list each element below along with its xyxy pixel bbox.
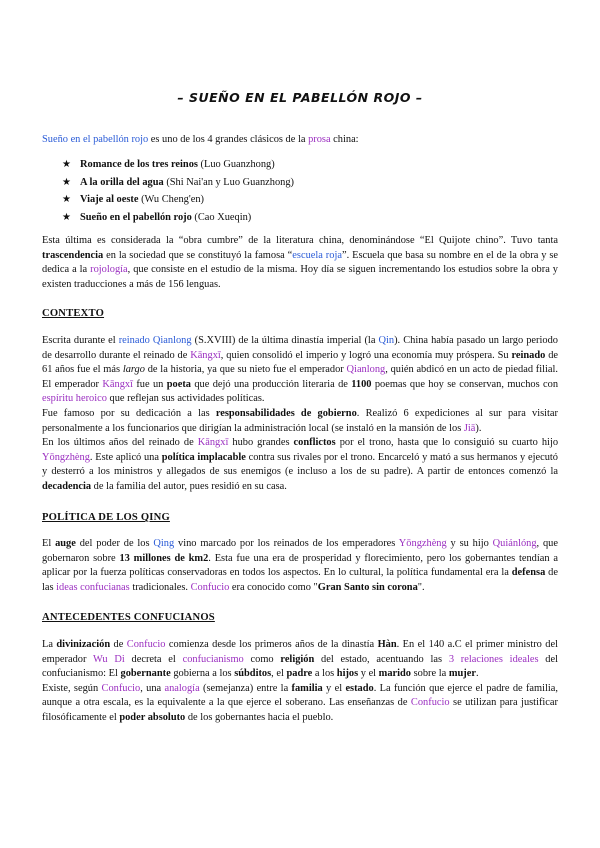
contexto-paragraph-1 — [42, 334, 558, 436]
text: del estado, acentuando las — [314, 653, 449, 665]
bold-text: Hàn — [377, 639, 397, 650]
text: tradicionales. — [129, 581, 191, 593]
text: ). China había pasado un largo periodo de desarrollo durante el reinado de — [42, 335, 558, 361]
text: era conocido como " — [229, 581, 318, 593]
bold-text: reinado — [511, 349, 546, 361]
text: a los — [312, 668, 337, 680]
page-title: – SUEÑO EN EL PABELLÓN ROJO – — [177, 90, 423, 105]
link-wu-di[interactable]: Wu Di — [93, 653, 125, 665]
text: (semejanza) entre la — [199, 682, 292, 694]
link-jia[interactable]: Jiā — [463, 422, 476, 434]
text: china: — [330, 134, 359, 145]
link-kangxi[interactable]: Kāngxī — [102, 378, 133, 390]
link-kangxi[interactable]: Kāngxī — [197, 437, 229, 448]
star-icon: ★ — [62, 194, 71, 206]
bold-text: gobernante — [120, 668, 171, 680]
text: contra sus rivales por el trono. Encarceló y mató a sus hermanos y ejecutó y desterró a los ministros y allegados de sus enemigos (e incluso a los de su padre). A partir de entonces comenzó la — [42, 451, 558, 478]
text: de la historia, ya que su nieto fue el emperador — [144, 364, 347, 376]
contexto-paragraph-3 — [42, 436, 558, 494]
bold-text: decadencia — [42, 480, 92, 492]
link-sueno[interactable]: Sueño en el pabellón rojo — [42, 134, 149, 145]
text: en la sociedad que se constituyó la famosa “ — [103, 249, 293, 261]
text: del confucianismo: El — [42, 653, 558, 680]
text: fue un — [132, 378, 167, 390]
heading-contexto: CONTEXTO — [42, 308, 105, 319]
text: , que consiste en el estudio de la misma. Hoy día se siguen incrementando los estudios sobre la obra y existen traducciones a más de 156 lenguas. — [42, 264, 558, 290]
bold-text: poeta — [166, 378, 191, 390]
text: ". — [417, 581, 425, 593]
link-analogia[interactable]: analogía — [164, 682, 200, 694]
text: . — [475, 668, 479, 680]
text: de — [110, 639, 127, 650]
text: comienza desde los primeros años de la dinastía — [165, 639, 378, 650]
bold-text: hijos — [336, 668, 359, 680]
link-qin[interactable]: Qin — [378, 335, 395, 346]
list-item — [62, 209, 294, 227]
bold-text: responsabilidades de gobierno — [215, 407, 357, 419]
text: El — [42, 538, 56, 549]
link-kangxi[interactable]: Kāngxī — [190, 349, 221, 361]
text: . Esta fue una era de prosperidad y florecimiento, pero los gobernantes tendían a aplicar por la fuerza políticas conservadoras en todos los aspectos. En lo cultural, la política fundamental era la — [42, 552, 558, 579]
text: , una — [140, 682, 165, 694]
bold-text: defensa — [511, 567, 546, 579]
text: gobierna a los — [170, 668, 235, 680]
bold-text: marido — [378, 668, 411, 680]
text: En los últimos años del reinado de — [42, 437, 198, 448]
text: y el — [322, 682, 346, 694]
text: es uno de los 4 grandes clásicos de la — [148, 134, 309, 145]
link-3-relaciones-ideales[interactable]: 3 relaciones ideales — [448, 653, 539, 665]
text: , quién abdicó en un acto de piedad filial. El emperador — [42, 364, 558, 390]
bold-text: trascendencia — [42, 249, 104, 261]
link-espiritu-heroico[interactable]: espíritu heroico — [42, 393, 107, 405]
text: , el — [271, 668, 287, 680]
text: por el trono, hasta que lo consiguió su cuarto hijo — [335, 437, 559, 448]
intro-paragraph — [42, 133, 558, 148]
link-rojologia[interactable]: rojología — [90, 264, 128, 276]
list-item — [62, 174, 294, 192]
text: . Realizó 6 expediciones al sur para visitar personalmente a los funcionarios que dirigían la administración local (se instaló en la mansión de los — [42, 407, 558, 434]
link-confucianismo[interactable]: confucianismo — [182, 653, 244, 665]
text: . Este aplicó una — [89, 451, 162, 463]
text: . En el 140 a.C el primer ministro del emperador — [42, 639, 559, 665]
link-prosa[interactable]: prosa — [308, 134, 331, 145]
text: poemas que hoy se conservan, muchos con — [371, 378, 559, 390]
bold-text: auge — [55, 538, 76, 549]
classic-title: Viaje al oeste — [80, 194, 139, 206]
classic-title: A la orilla del agua — [80, 176, 164, 188]
text: de las — [42, 567, 558, 593]
classic-author: (Wu Cheng'en) — [138, 194, 204, 206]
classic-author: (Luo Guanzhong) — [197, 159, 275, 170]
classics-list — [62, 156, 294, 226]
link-quianlong[interactable]: Quiánlóng — [492, 538, 537, 549]
bold-text: Gran Santo sin corona — [317, 581, 418, 593]
text: vino marcado por los reinados de los emperadores — [174, 538, 399, 549]
link-confucio[interactable]: Confucio — [410, 697, 450, 709]
heading-politica: POLÍTICA DE LOS QING — [42, 512, 170, 523]
text: del poder de los — [75, 538, 154, 549]
text: Existe, según — [42, 682, 102, 694]
link-confucio[interactable]: Confucio — [190, 581, 230, 593]
text: , quien consolidó el imperio y logró una economía muy próspera. Su — [220, 349, 512, 361]
bold-text: súbditos — [234, 668, 272, 680]
link-yongzheng[interactable]: Yōngzhèng — [42, 451, 90, 463]
text: ). — [475, 422, 482, 434]
star-icon: ★ — [62, 159, 71, 170]
link-qianlong[interactable]: Qianlong — [346, 364, 386, 376]
text: Fue famoso por su dedicación a las — [42, 407, 216, 419]
star-icon: ★ — [62, 211, 71, 223]
bold-text: conflictos — [293, 437, 336, 448]
link-qing[interactable]: Qing — [153, 538, 175, 549]
bold-text: estado — [345, 682, 374, 694]
text: sobre la — [411, 668, 449, 680]
bold-text: padre — [286, 668, 313, 680]
heading-antecedentes: ANTECEDENTES CONFUCIANOS — [42, 612, 215, 623]
antecedentes-paragraph — [42, 638, 558, 726]
text: de los gobernantes hacia el pueblo. — [185, 711, 334, 723]
star-icon: ★ — [62, 176, 71, 188]
text: Esta última es considerada la “obra cumbre” de la literatura china, denominándose “El Quijote chino”. Tuvo tanta — [42, 235, 558, 246]
classic-title: Romance de los tres reinos — [80, 159, 198, 170]
bold-text: divinización — [56, 639, 111, 650]
text: como — [243, 653, 281, 665]
text: que reflejan sus actividades políticas. — [106, 393, 265, 405]
list-item — [62, 191, 294, 209]
politica-paragraph — [42, 537, 558, 595]
bold-text: mujer — [448, 668, 476, 680]
link-reinado-qianlong[interactable]: reinado Qianlong — [118, 335, 192, 346]
text: La — [42, 639, 57, 650]
italic-text: largo — [122, 364, 145, 376]
link-ideas-confucianas[interactable]: ideas confucianas — [56, 581, 130, 593]
link-yongzheng[interactable]: Yōngzhèng — [398, 538, 447, 549]
bold-text: 1100 — [351, 378, 372, 390]
link-confucio[interactable]: Confucio — [126, 639, 166, 650]
link-escuela-roja[interactable]: escuela roja — [292, 249, 342, 261]
classic-author: (Shi Nai'an y Luo Guanzhong) — [163, 176, 295, 188]
text: de 61 años fue el más — [42, 349, 559, 376]
bold-text: familia — [291, 682, 323, 694]
text: (S.XVIII) de la última dinastía imperial (la — [191, 335, 379, 346]
text: hubo grandes — [228, 437, 294, 448]
bold-text: política implacable — [161, 451, 246, 463]
text: y el — [358, 668, 379, 680]
text: decreta el — [124, 653, 183, 665]
text: Escrita durante el — [42, 335, 119, 346]
text: . La función que ejerce el padre de familia, aunque a otra escala, es la equivalente a la que ejerce el soberano. Las enseñanzas de — [42, 682, 559, 709]
link-confucio[interactable]: Confucio — [101, 682, 141, 694]
bold-text: religión — [280, 653, 315, 665]
obra-paragraph — [42, 234, 558, 292]
text: se utilizan para justificar filosóficamente el — [42, 697, 558, 723]
bold-text: poder absoluto — [119, 711, 186, 723]
text: que dejó una producción literaria de — [190, 378, 352, 390]
list-item — [62, 156, 294, 174]
text: y su hijo — [446, 538, 493, 549]
text: ”. Escuela que basa su nombre en el de la obra y se dedica a la — [42, 249, 559, 276]
bold-text: 13 millones de km2 — [119, 552, 209, 564]
classic-author: (Cao Xueqin) — [191, 211, 252, 223]
text: de la familia del autor, pues residió en su casa. — [91, 480, 287, 492]
classic-title: Sueño en el pabellón rojo — [80, 211, 192, 223]
text: , que gobernaron sobre — [42, 538, 558, 564]
